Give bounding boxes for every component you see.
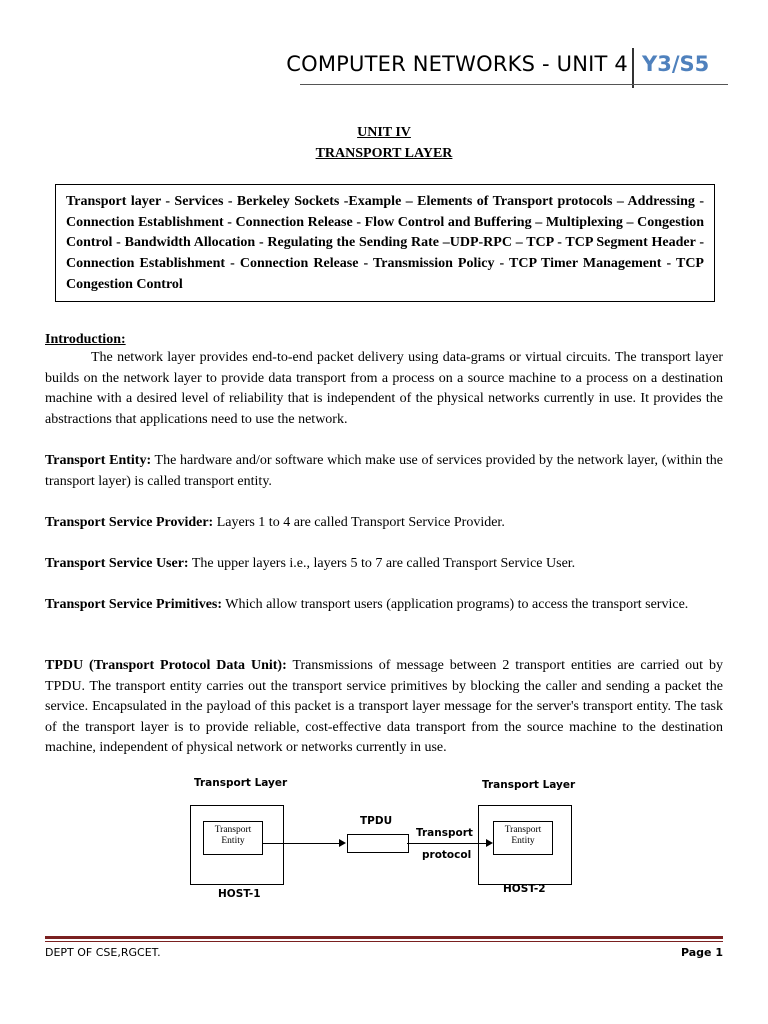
arrow-to-host2-head bbox=[486, 839, 493, 847]
definition-text: Transmissions of message between 2 transport entities are carried out by TPDU. The transport entity carries out the transport service primitives by blocking the caller and sending a packet the service. Encapsulated in the payload of this packet is a transport layer message for the server's transport entity. The task of the transport layer is to provide reliable, cost-effective data transport from the source machine to the destination machine, independent of physical network or networks currently in use. bbox=[45, 658, 723, 756]
definition-service-provider bbox=[45, 513, 723, 534]
left-entity-line2: Entity bbox=[221, 836, 245, 846]
intro-paragraph: The network layer provides end-to-end packet delivery using data-grams or virtual circuits. The transport layer builds on the network layer to provide data transport from a process on a source machine to a process on a destination machine with a desired level of reliability that is independent of the physical networks currently in use. It provides the abstractions that applications need to use the network. bbox=[45, 350, 723, 427]
left-entity-line1: Transport bbox=[214, 825, 252, 835]
left-layer-label: Transport Layer bbox=[194, 777, 288, 789]
arrow-to-tpdu-head bbox=[339, 839, 346, 847]
definition-term: Transport Service User: bbox=[45, 556, 189, 571]
definition-text: Layers 1 to 4 are called Transport Service Provider. bbox=[213, 515, 505, 530]
right-entity-line2: Entity bbox=[511, 836, 535, 846]
footer-page-number: Page 1 bbox=[680, 946, 723, 959]
header-title: COMPUTER NETWORKS - UNIT 4 bbox=[286, 52, 628, 76]
host2-label: HOST-2 bbox=[503, 883, 546, 895]
topics-box: Transport layer - Services - Berkeley Sockets -Example – Elements of Transport protocols – Addressing - Connection Establishment - Connection Release - Flow Control and Buffering – Multiplexing – Congestion Control - Bandwidth Allocation - Regulating the Sending Rate –UDP-RPC – TCP - TCP Segment Header - Connection Establishment - Connection Release - Transmission Policy - TCP Timer Management - TCP Congestion Control bbox=[55, 184, 715, 302]
footer-department: DEPT OF CSE,RGCET. bbox=[45, 946, 161, 959]
header-rule bbox=[300, 84, 728, 85]
protocol-label-line2: protocol bbox=[422, 849, 472, 861]
tpdu-box bbox=[347, 834, 409, 853]
footer-rule-thick bbox=[45, 936, 723, 939]
left-transport-entity bbox=[203, 821, 263, 855]
host1-label: HOST-1 bbox=[218, 888, 261, 900]
arrow-to-host2 bbox=[407, 843, 486, 844]
header-separator bbox=[632, 48, 634, 88]
definition-transport-entity bbox=[45, 451, 723, 492]
header-tag: Y3/S5 bbox=[642, 52, 710, 76]
page-header bbox=[0, 48, 768, 88]
protocol-label-line1: Transport bbox=[416, 827, 473, 839]
right-layer-label: Transport Layer bbox=[482, 779, 576, 791]
unit-subtitle: TRANSPORT LAYER bbox=[315, 146, 453, 161]
definition-term: Transport Service Primitives: bbox=[45, 597, 223, 612]
definition-service-user bbox=[45, 554, 723, 575]
footer-rule-thin bbox=[45, 941, 723, 942]
definition-text: The upper layers i.e., layers 5 to 7 are called Transport Service User. bbox=[188, 556, 576, 571]
right-transport-entity bbox=[493, 821, 553, 855]
unit-title: UNIT IV bbox=[357, 125, 411, 140]
definition-text: The hardware and/or software which make use of services provided by the network layer, (within the transport layer) is called transport entity. bbox=[45, 453, 723, 489]
transport-layer-diagram bbox=[170, 770, 590, 905]
definition-tpdu bbox=[45, 656, 723, 759]
right-entity-line1: Transport bbox=[504, 825, 542, 835]
definition-term: Transport Entity: bbox=[45, 453, 152, 468]
arrow-to-tpdu bbox=[263, 843, 339, 844]
intro-heading-text: Introduction: bbox=[45, 332, 126, 347]
definition-service-primitives bbox=[45, 595, 723, 616]
tpdu-label: TPDU bbox=[360, 815, 393, 827]
definition-text: Which allow transport users (application programs) to access the transport service. bbox=[222, 597, 689, 612]
definition-term: TPDU (Transport Protocol Data Unit): bbox=[45, 658, 287, 673]
definition-term: Transport Service Provider: bbox=[45, 515, 214, 530]
